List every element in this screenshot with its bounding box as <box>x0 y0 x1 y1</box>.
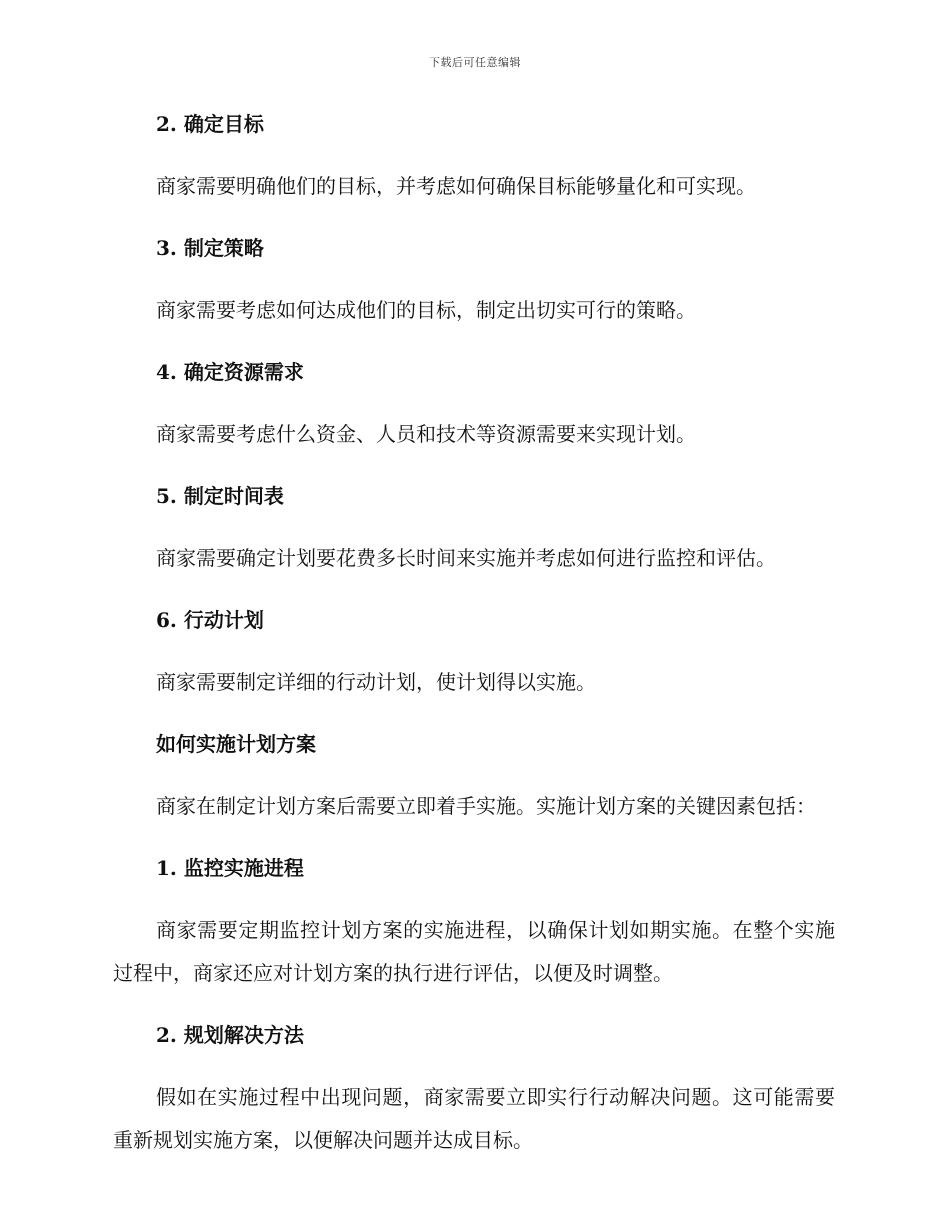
paragraph-define-goals: 商家需要明确他们的目标，并考虑如何确保目标能够量化和可实现。 <box>156 174 756 198</box>
section-heading-strategy: 3. 制定策略 <box>156 236 264 260</box>
section-heading-define-goals: 2. 确定目标 <box>156 112 264 136</box>
section-heading-monitor: 1. 监控实施进程 <box>156 856 304 880</box>
paragraph-strategy: 商家需要考虑如何达成他们的目标，制定出切实可行的策略。 <box>156 298 696 322</box>
section-heading-implementation: 如何实施计划方案 <box>156 732 316 756</box>
section-heading-solutions: 2. 规划解决方法 <box>156 1023 304 1047</box>
paragraph-resources: 商家需要考虑什么资金、人员和技术等资源需要来实现计划。 <box>156 422 696 446</box>
section-heading-resources: 4. 确定资源需求 <box>156 360 304 384</box>
paragraph-implementation: 商家在制定计划方案后需要立即着手实施。实施计划方案的关键因素包括： <box>156 794 816 818</box>
paragraph-timeline: 商家需要确定计划要花费多长时间来实施并考虑如何进行监控和评估。 <box>156 546 776 570</box>
paragraph-monitor: 商家需要定期监控计划方案的实施进程，以确保计划如期实施。在整个实施过程中，商家还应对计划方案的执行进行评估，以便及时调整。 <box>113 918 835 985</box>
section-heading-action-plan: 6. 行动计划 <box>156 608 264 632</box>
section-heading-timeline: 5. 制定时间表 <box>156 484 284 508</box>
page-header: 下载后可任意编辑 <box>429 56 521 69</box>
paragraph-solutions: 假如在实施过程中出现问题，商家需要立即实行行动解决问题。这可能需要重新规划实施方案，以便解决问题并达成目标。 <box>113 1085 835 1152</box>
document-body <box>113 110 835 1162</box>
paragraph-action-plan: 商家需要制定详细的行动计划，使计划得以实施。 <box>156 670 596 694</box>
